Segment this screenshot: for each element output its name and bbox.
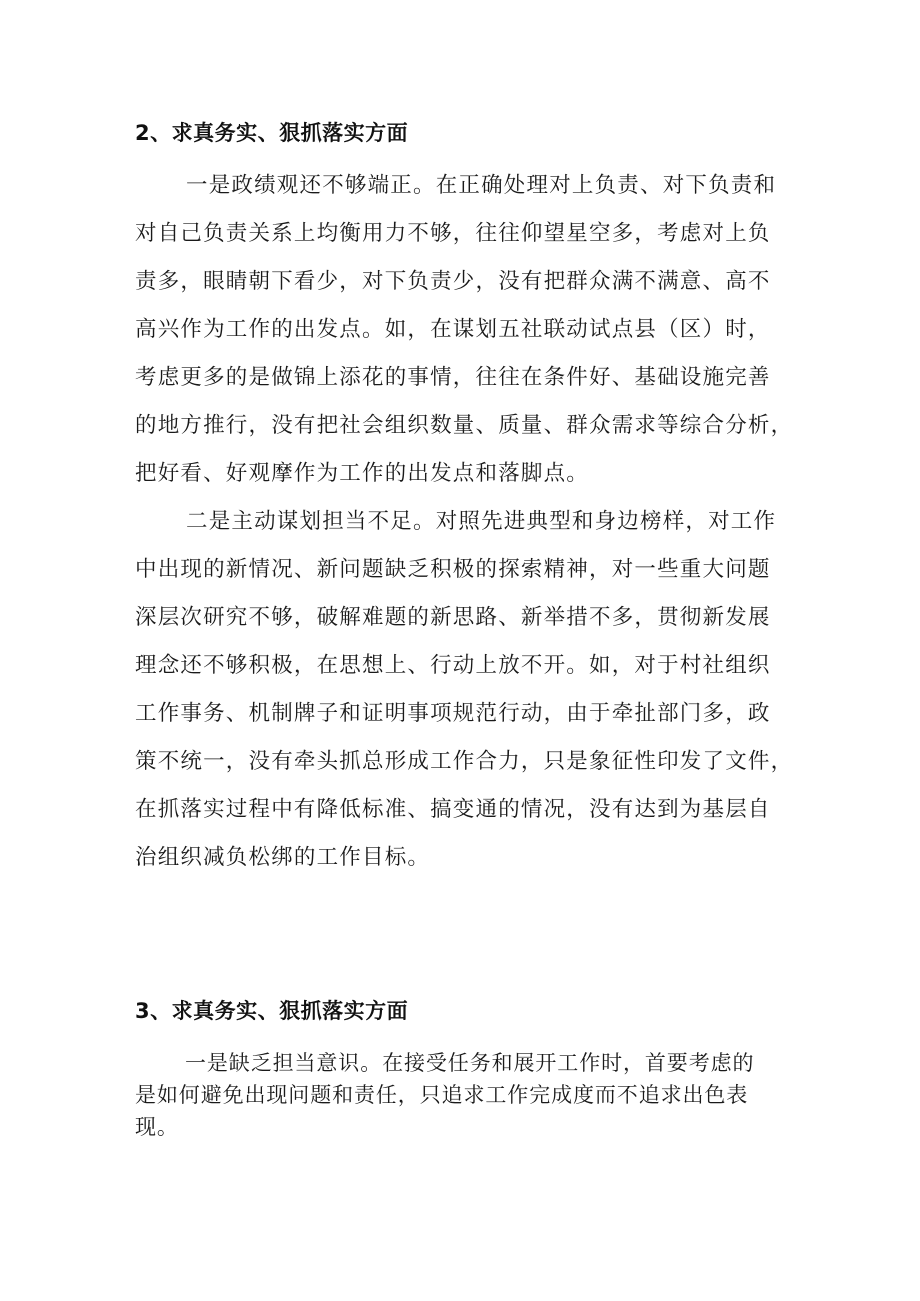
section-3-title: 3、求真务实、狠抓落实方面 — [135, 999, 409, 1023]
section-2-para-1-line: 对自己负责关系上均衡用力不够，往往仰望星空多，考虑对上负 — [135, 221, 771, 246]
section-2-para-1-line: 高兴作为工作的出发点。如，在谋划五社联动试点县（区）时， — [135, 317, 771, 342]
section-2-para-2-line: 工作事务、机制牌子和证明事项规范行动，由于牵扯部门多，政 — [135, 701, 771, 726]
section-2-para-1-line: 把好看、好观摩作为工作的出发点和落脚点。 — [135, 461, 590, 486]
section-2-para-2-line: 理念还不够积极，在思想上、行动上放不开。如，对于村社组织 — [135, 653, 771, 678]
section-3-para-1-line: 现。 — [135, 1115, 179, 1139]
section-2-title: 2、求真务实、狠抓落实方面 — [135, 121, 409, 145]
section-2-para-1-line: 一是政绩观还不够端正。在正确处理对上负责、对下负责和 — [186, 173, 777, 198]
section-2-para-2-line: 二是主动谋划担当不足。对照先进典型和身边榜样，对工作 — [186, 509, 777, 534]
section-2-para-2-line: 中出现的新情况、新问题缺乏积极的探索精神，对一些重大问题 — [135, 557, 771, 582]
section-2-para-1-line: 的地方推行，没有把社会组织数量、质量、群众需求等综合分析， — [135, 413, 794, 438]
section-3-para-1-line: 一是缺乏担当意识。在接受任务和展开工作时，首要考虑的 — [185, 1051, 755, 1075]
section-2-para-2-line: 深层次研究不够，破解难题的新思路、新举措不多，贯彻新发展 — [135, 605, 771, 630]
section-2-para-1-line: 责多，眼睛朝下看少，对下负责少，没有把群众满不满意、高不 — [135, 269, 771, 294]
section-2-para-1-line: 考虑更多的是做锦上添花的事情，往往在条件好、基础设施完善 — [135, 365, 771, 390]
section-2-para-2-line: 治组织减负松绑的工作目标。 — [135, 845, 431, 870]
section-2-para-2-line: 在抓落实过程中有降低标准、搞变通的情况，没有达到为基层自 — [135, 797, 771, 822]
section-2-para-2-line: 策不统一，没有牵头抓总形成工作合力，只是象征性印发了文件， — [135, 749, 794, 774]
section-3-para-1-line: 是如何避免出现问题和责任，只追求工作完成度而不追求出色表 — [135, 1083, 749, 1107]
